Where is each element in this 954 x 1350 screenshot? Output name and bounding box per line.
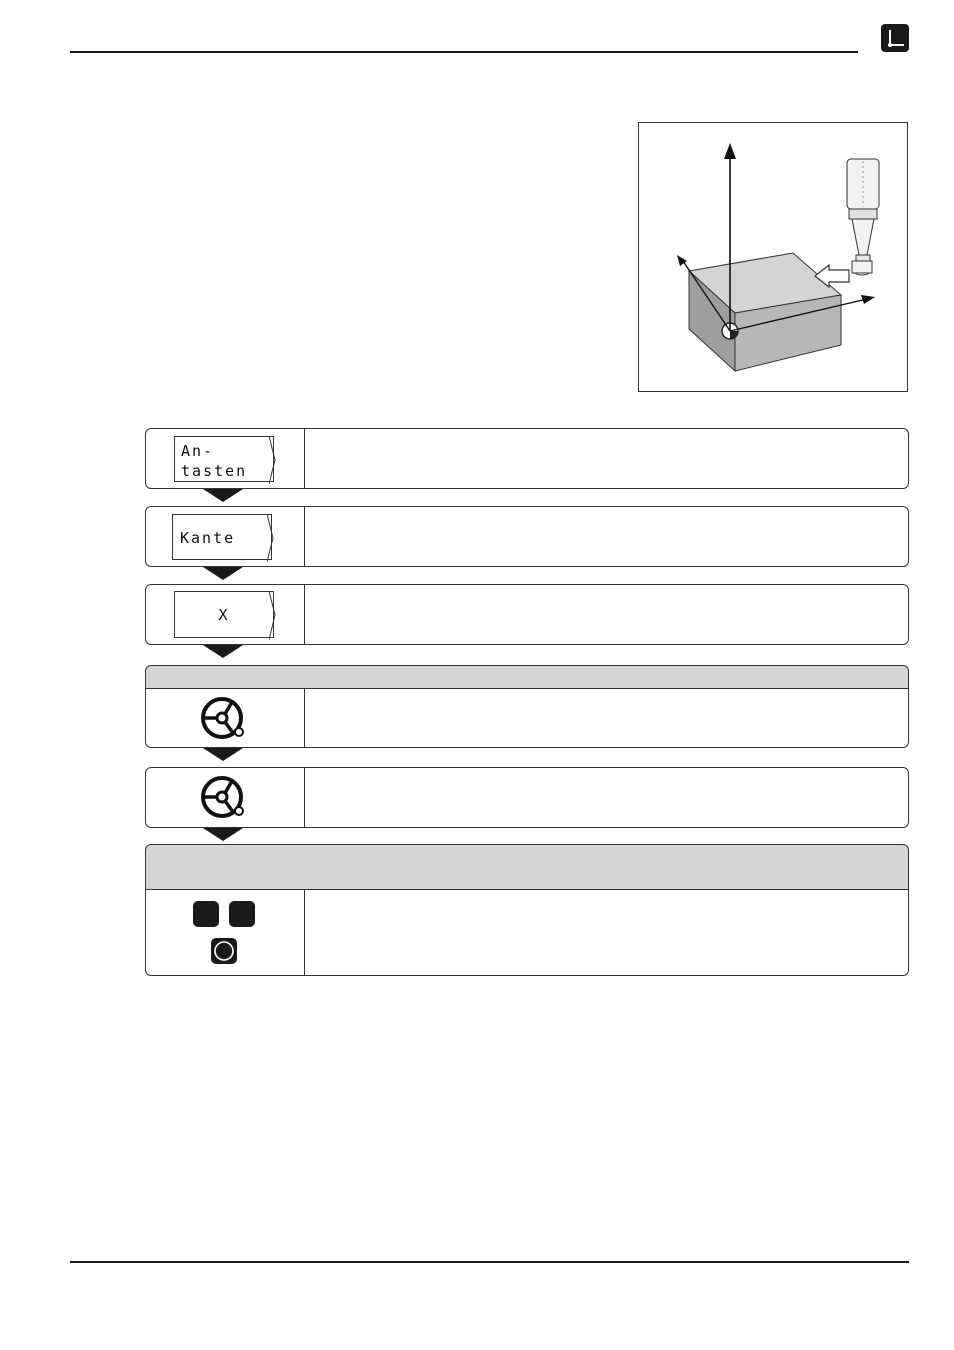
step-enter-keys (145, 889, 909, 976)
step-description (305, 689, 908, 747)
step-probe-softkey (145, 428, 909, 489)
step-description (305, 768, 908, 827)
softkey-axis-x-label: X (218, 606, 230, 624)
edge-probing-icon (881, 24, 909, 52)
softkey-axis-x[interactable] (174, 591, 274, 638)
softkey-edge[interactable] (172, 514, 272, 560)
step-handwheel-2 (145, 767, 909, 828)
step-header-band (145, 665, 909, 689)
top-rule (70, 51, 858, 53)
numeric-key[interactable] (193, 901, 219, 927)
step-key-area (146, 585, 305, 644)
step-handwheel-1 (145, 688, 909, 748)
softkey-probe-line1: An- (181, 442, 215, 460)
flow-arrow-down-icon (203, 645, 243, 658)
step-description (305, 429, 908, 488)
probing-workpiece-illustration (638, 122, 908, 392)
enter-key[interactable] (211, 938, 237, 964)
handwheel-icon (200, 696, 248, 742)
step-key-area (146, 429, 305, 488)
numeric-key[interactable] (229, 901, 255, 927)
step-key-area (146, 507, 305, 566)
step-description (305, 585, 908, 644)
step-key-area (146, 768, 305, 827)
flow-arrow-down-icon (203, 489, 243, 502)
keypad-keys-icon (146, 890, 305, 975)
step-description (305, 507, 908, 566)
softkey-probe[interactable] (174, 436, 274, 482)
step-edge-softkey (145, 506, 909, 567)
flow-arrow-down-icon (203, 828, 243, 841)
flow-arrow-down-icon (203, 567, 243, 580)
flow-arrow-down-icon (203, 748, 243, 761)
step-key-area (146, 689, 305, 747)
softkey-edge-label: Kante (180, 529, 236, 547)
step-description (305, 890, 908, 975)
step-header-band (145, 844, 909, 890)
bottom-rule (70, 1261, 909, 1263)
step-axis-softkey (145, 584, 909, 645)
softkey-probe-line2: tasten (181, 462, 248, 480)
handwheel-icon (200, 775, 248, 821)
